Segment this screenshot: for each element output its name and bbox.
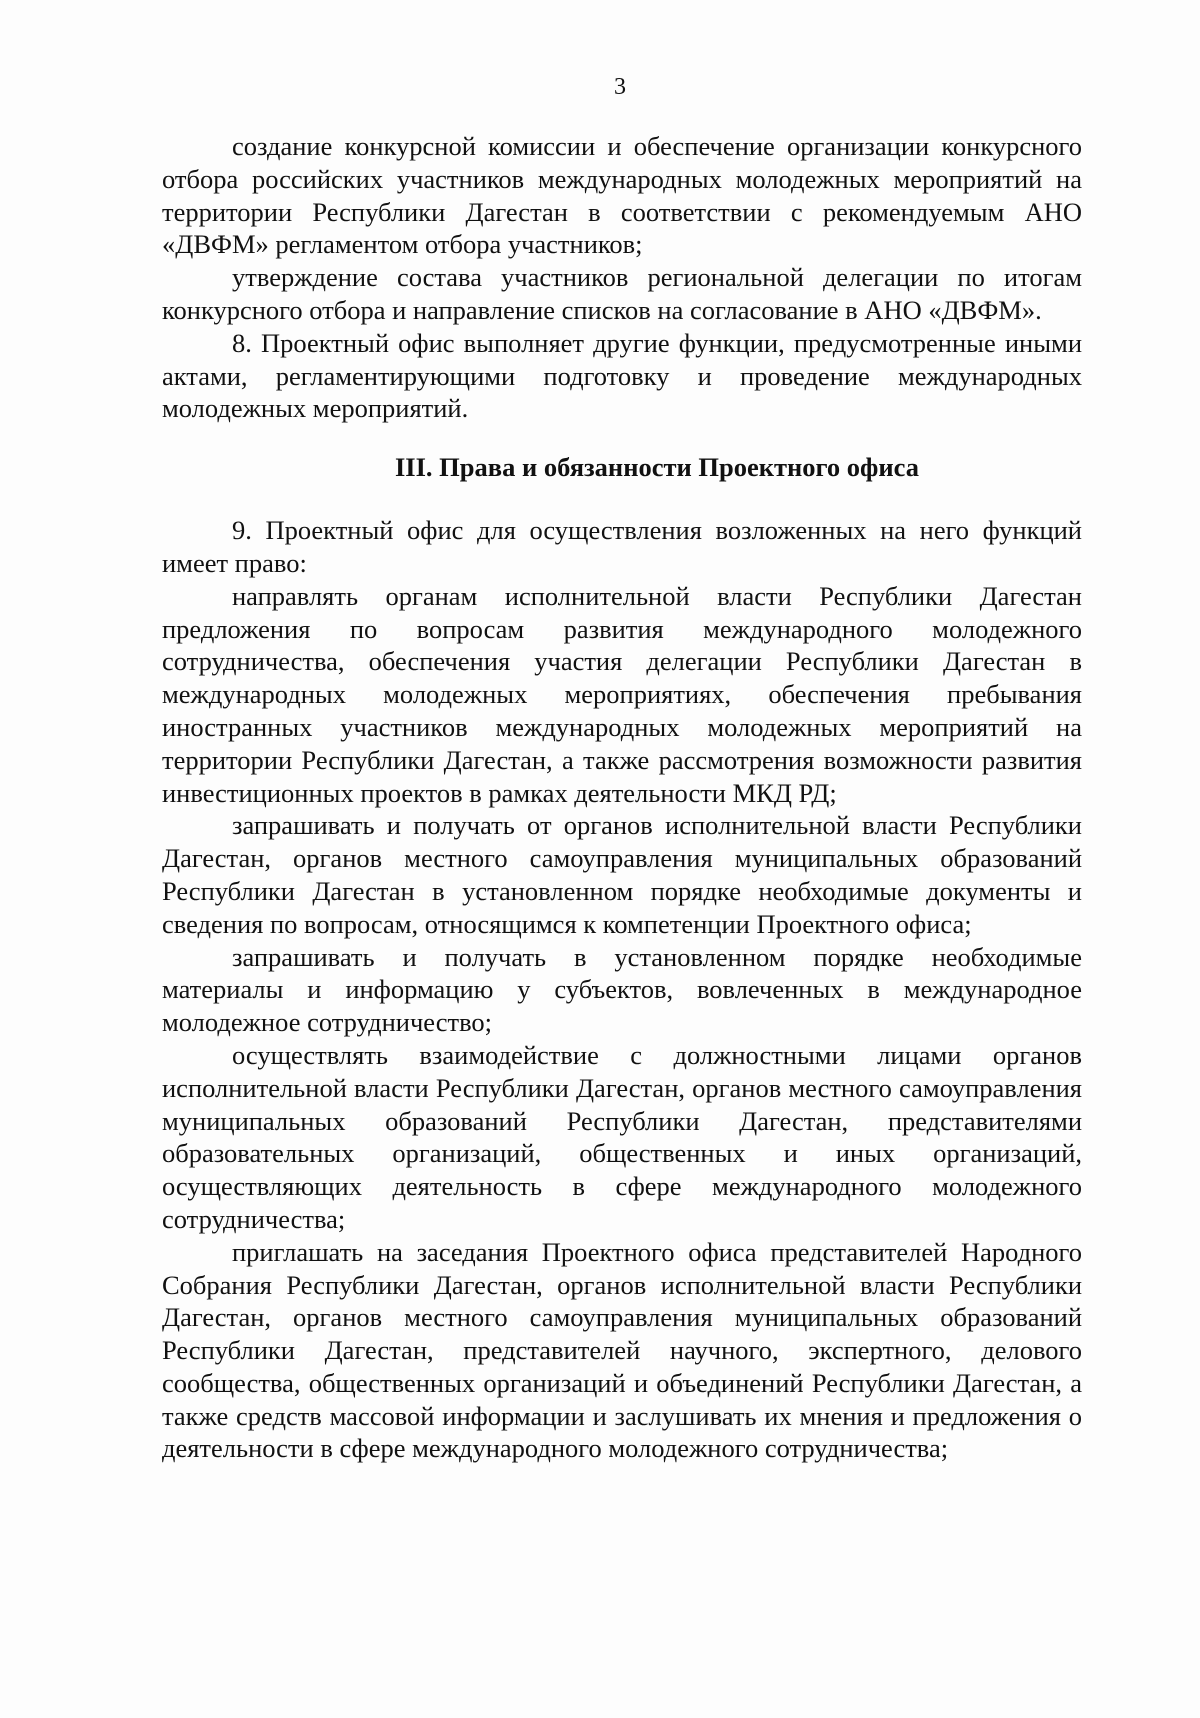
paragraph-item-8: 8. Проектный офис выполняет другие функции, предусмотренные иными актами, регламентирующими подготовку и проведение международных молодежных мероприятий.	[162, 327, 1082, 424]
paragraph-invite-representatives: приглашать на заседания Проектного офиса представителей Народного Собрания Республики Дагестан, органов исполнительной власти Республики Дагестан, органов местного самоуправления муниципальных образований Республики Дагестан, представителей научного, экспертного, делового сообщества, общественных организаций и объединений Республики Дагестан, а также средств массовой информации и заслушивать их мнения и предложения о деятельности в сфере международного молодежного сотрудничества;	[162, 1236, 1082, 1464]
paragraph-competition-commission: создание конкурсной комиссии и обеспечение организации конкурсного отбора российских участников международных молодежных мероприятий на территории Республики Дагестан в соответствии с рекомендуемым АНО «ДВФМ» регламентом отбора участников;	[162, 131, 1082, 260]
paragraph-request-materials: запрашивать и получать в установленном порядке необходимые материалы и информацию у субъектов, вовлеченных в международное молодежное сотрудничество;	[162, 941, 1082, 1038]
paragraph-send-proposals: направлять органам исполнительной власти Республики Дагестан предложения по вопросам развития международного молодежного сотрудничества, обеспечения участия делегации Республики Дагестан в международных молодежных мероприятиях, обеспечения пребывания иностранных участников международных молодежных мероприятий на территории Республики Дагестан, а также рассмотрения возможности развития инвестиционных проектов в рамках деятельности МКД РД;	[162, 580, 1082, 808]
paragraph-delegation-approval: утверждение состава участников региональной делегации по итогам конкурсного отбора и направление списков на согласование в АНО «ДВФМ».	[162, 262, 1082, 325]
page-number: 3	[614, 74, 626, 100]
paragraph-interaction: осуществлять взаимодействие с должностными лицами органов исполнительной власти Республики Дагестан, органов местного самоуправления муниципальных образований Республики Дагестан, представителями образовательных организаций, общественных и иных организаций, осуществляющих деятельность в сфере международного молодежного сотрудничества;	[162, 1039, 1082, 1234]
paragraph-item-9: 9. Проектный офис для осуществления возложенных на него функций имеет право:	[162, 515, 1082, 578]
paragraph-request-documents: запрашивать и получать от органов исполнительной власти Республики Дагестан, органов местного самоуправления муниципальных образований Республики Дагестан в установленном порядке необходимые документы и сведения по вопросам, относящимся к компетенции Проектного офиса;	[162, 810, 1082, 939]
section-heading: III. Права и обязанности Проектного офиса	[394, 452, 919, 483]
document-body	[162, 130, 1082, 1465]
